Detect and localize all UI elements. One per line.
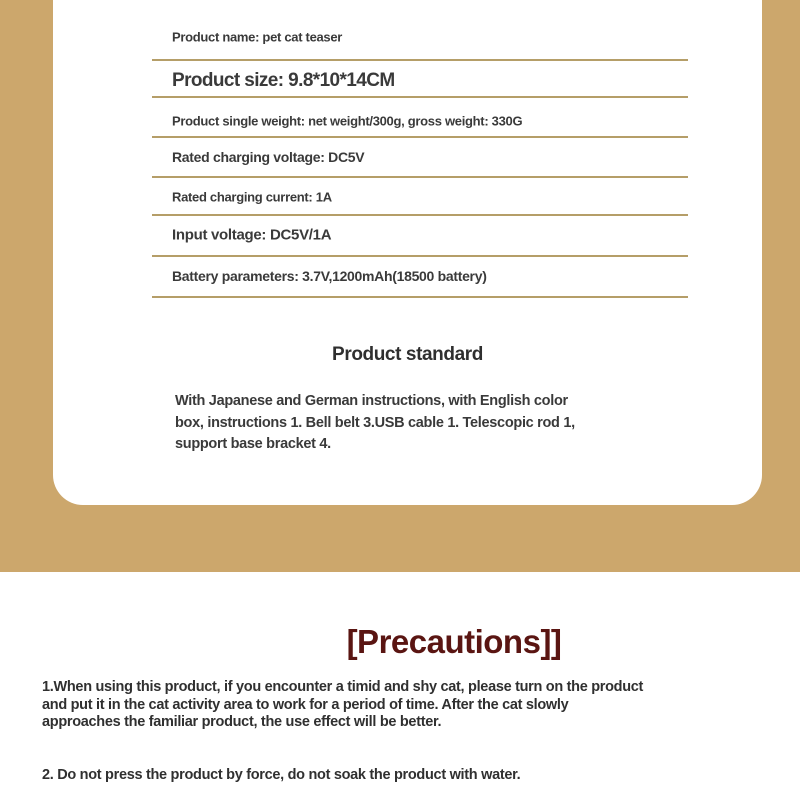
precaution-item-2 <box>42 767 758 785</box>
spec-row-product-name: Product name: pet cat teaser <box>172 29 343 45</box>
spec-row-product-size: Product size: 9.8*10*14CM <box>172 70 395 91</box>
row-divider <box>152 59 688 61</box>
product-standard-note-line: support base bracket 4. <box>175 436 331 452</box>
product-standard-note-line: With Japanese and German instructions, with English color <box>175 393 568 409</box>
precaution-item-1-line: 1.When using this product, if you encounter a timid and shy cat, please turn on the product <box>42 679 644 695</box>
precautions-section <box>0 572 800 800</box>
precautions-title: [Precautions]] <box>346 623 562 660</box>
precaution-item-1-line: and put it in the cat activity area to work for a period of time. After the cat slowly <box>42 696 569 713</box>
row-divider <box>152 96 688 98</box>
spec-row-battery-parameters: Battery parameters: 3.7V,1200mAh(18500 battery) <box>172 268 487 284</box>
spec-row-charging-current: Rated charging current: 1A <box>172 189 332 205</box>
row-divider <box>152 255 688 257</box>
product-standard-note <box>175 391 695 456</box>
precaution-item-1-line: approaches the familiar product, the use effect will be better. <box>42 714 442 730</box>
product-standard-title: Product standard <box>332 344 483 365</box>
spec-row-single-weight: Product single weight: net weight/300g, gross weight: 330G <box>172 113 523 129</box>
row-divider <box>152 296 688 298</box>
row-divider <box>152 176 688 178</box>
spec-card <box>53 0 762 505</box>
spec-row-input-voltage: Input voltage: DC5V/1A <box>172 226 332 244</box>
product-standard-note-line: box, instructions 1. Bell belt 3.USB cable 1. Telescopic rod 1, <box>175 414 575 431</box>
spec-row-charging-voltage: Rated charging voltage: DC5V <box>172 149 365 165</box>
precaution-item-1 <box>42 679 758 732</box>
row-divider <box>152 136 688 138</box>
row-divider <box>152 214 688 216</box>
precaution-item-2-line: 2. Do not press the product by force, do not soak the product with water. <box>42 767 521 783</box>
spec-table <box>152 0 688 310</box>
